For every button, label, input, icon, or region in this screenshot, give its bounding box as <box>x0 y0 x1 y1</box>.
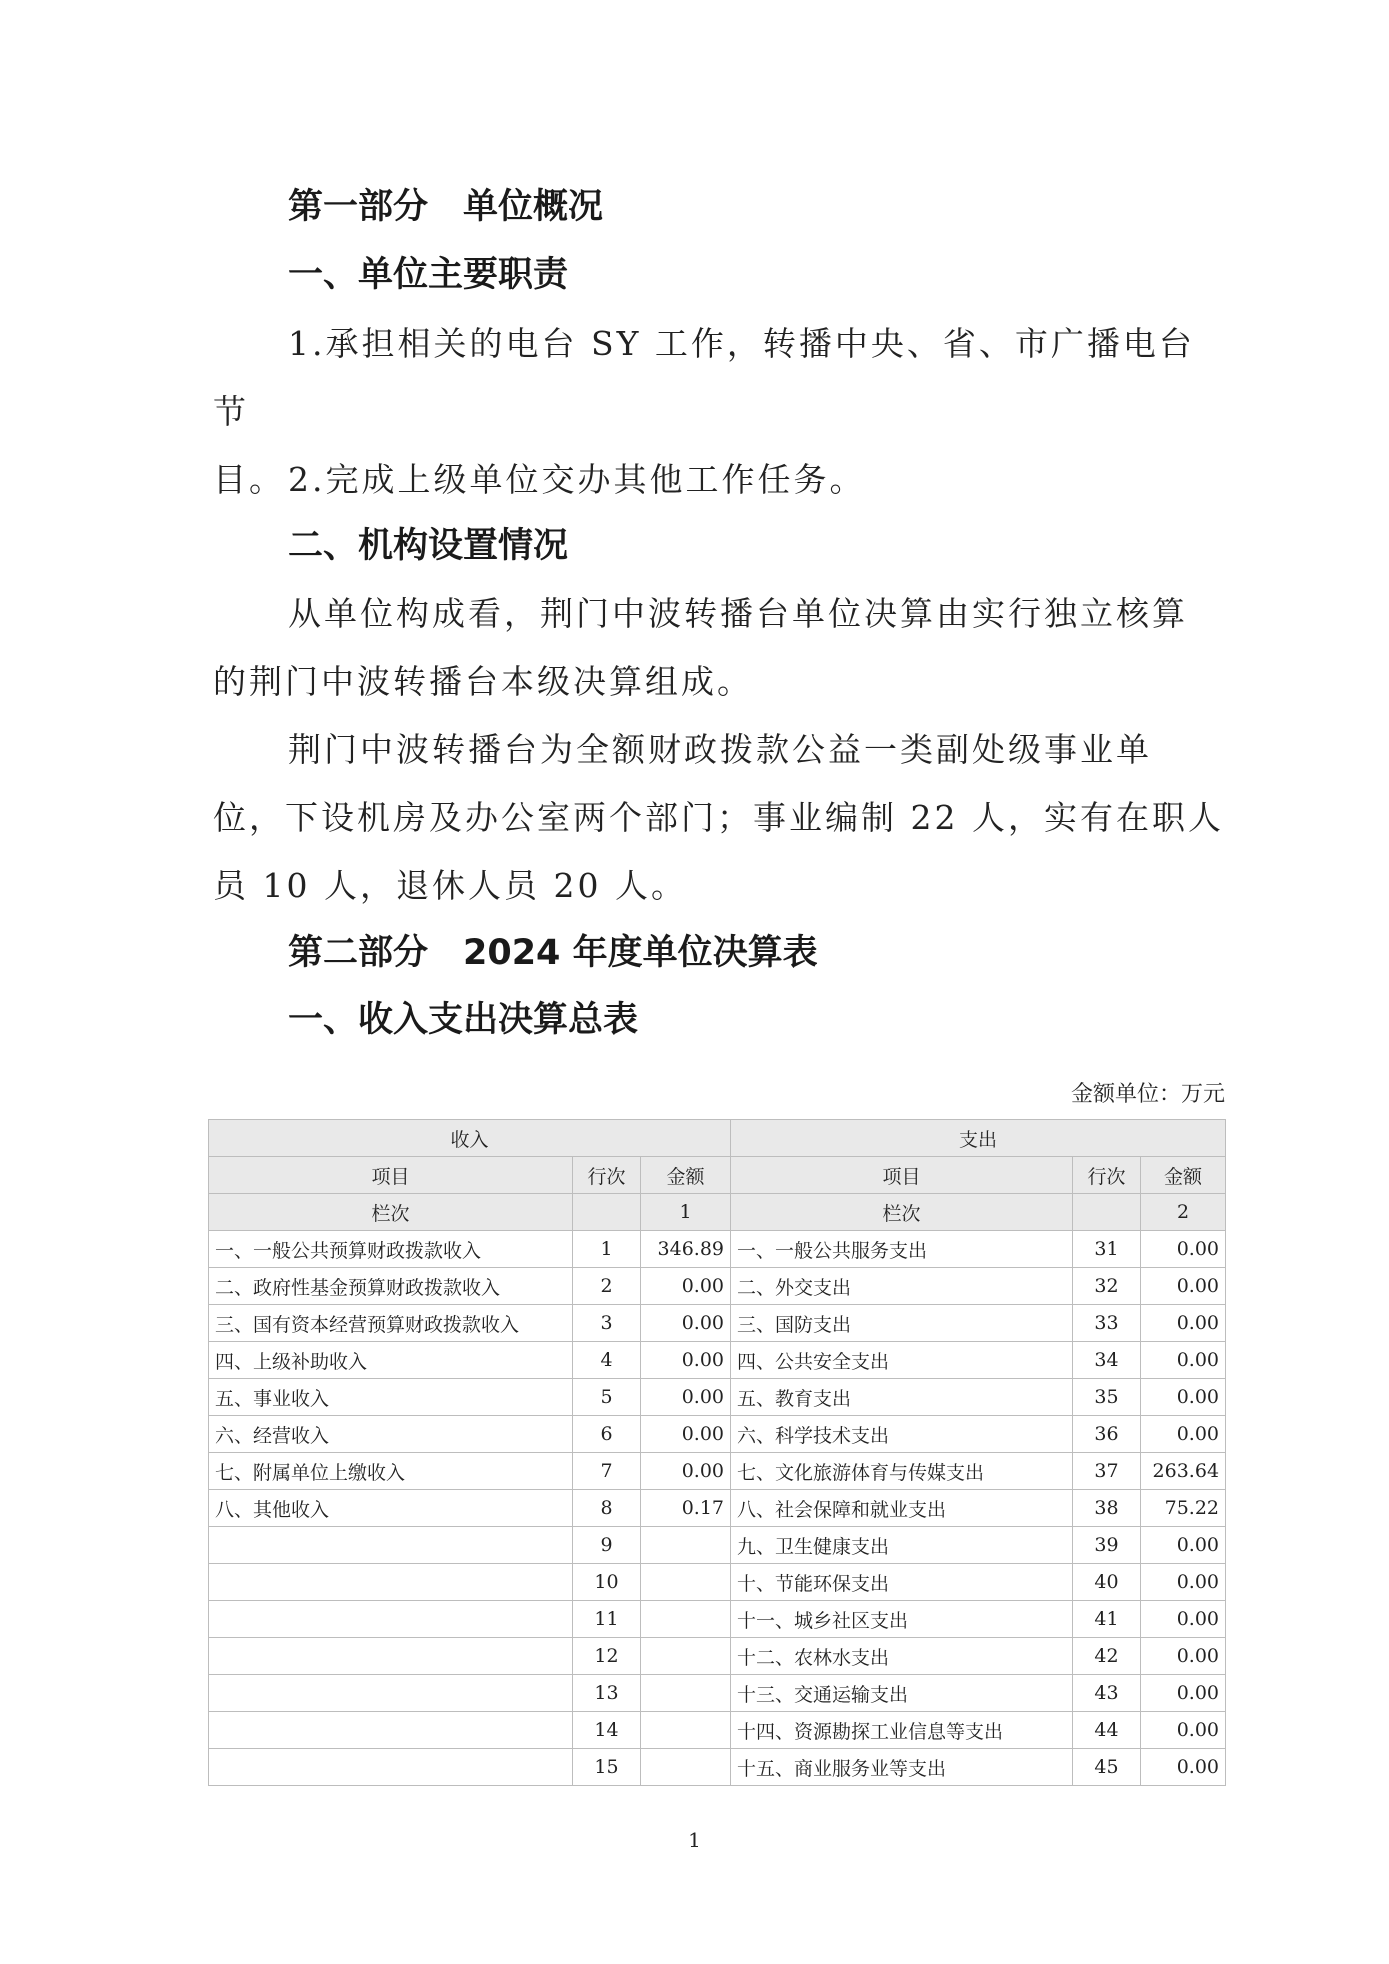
duty-1-line-2: 目。 <box>213 460 285 499</box>
org-1-line-2: 的荆门中波转播台本级决算组成。 <box>213 662 753 701</box>
expense-row-number-cell: 32 <box>1073 1268 1141 1305</box>
expense-amount-cell: 0.00 <box>1141 1601 1226 1638</box>
expense-amount-cell: 0.00 <box>1141 1675 1226 1712</box>
expense-item-cell: 十二、农林水支出 <box>731 1638 1073 1675</box>
expense-row-number-cell: 44 <box>1073 1712 1141 1749</box>
income-row-number-cell: 13 <box>573 1675 641 1712</box>
part-two-heading: 第二部分 2024 年度单位决算表 <box>288 933 818 973</box>
expense-amount-col: 金额 <box>1141 1157 1226 1194</box>
income-amount-cell <box>641 1564 731 1601</box>
section-org-heading: 二、机构设置情况 <box>288 526 569 566</box>
section-table-heading: 一、收入支出决算总表 <box>288 1000 639 1040</box>
table-row <box>209 1416 1226 1453</box>
income-amount-cell <box>641 1638 731 1675</box>
expense-item-cell: 二、外交支出 <box>731 1268 1073 1305</box>
income-amount-cell <box>641 1601 731 1638</box>
table-row <box>209 1712 1226 1749</box>
page-number: 1 <box>688 1828 701 1852</box>
income-item-cell <box>209 1675 573 1712</box>
expense-item-cell: 四、公共安全支出 <box>731 1342 1073 1379</box>
expense-item-cell: 十一、城乡社区支出 <box>731 1601 1073 1638</box>
income-item-cell <box>209 1638 573 1675</box>
income-lanci-empty <box>573 1194 641 1231</box>
income-amount-cell: 346.89 <box>641 1231 731 1268</box>
expense-row-number-cell: 34 <box>1073 1342 1141 1379</box>
org-1-line-1: 从单位构成看，荆门中波转播台单位决算由实行独立核算 <box>288 594 1188 633</box>
expense-amount-cell: 0.00 <box>1141 1564 1226 1601</box>
expense-amount-cell: 0.00 <box>1141 1712 1226 1749</box>
table-body <box>209 1120 1226 1786</box>
expense-item-cell: 十、节能环保支出 <box>731 1564 1073 1601</box>
expense-row-number-cell: 36 <box>1073 1416 1141 1453</box>
table-row <box>209 1527 1226 1564</box>
table-row <box>209 1638 1226 1675</box>
income-row-number-cell: 6 <box>573 1416 641 1453</box>
income-amount-cell <box>641 1675 731 1712</box>
income-item-cell: 四、上级补助收入 <box>209 1342 573 1379</box>
income-amount-cell: 0.00 <box>641 1268 731 1305</box>
income-item-cell: 三、国有资本经营预算财政拨款收入 <box>209 1305 573 1342</box>
income-expense-table <box>208 1119 1226 1786</box>
table-row <box>209 1564 1226 1601</box>
expense-item-cell: 六、科学技术支出 <box>731 1416 1073 1453</box>
table-row <box>209 1453 1226 1490</box>
expense-item-cell: 十四、资源勘探工业信息等支出 <box>731 1712 1073 1749</box>
org-paragraph-1 <box>213 580 1228 716</box>
expense-item-cell: 一、一般公共服务支出 <box>731 1231 1073 1268</box>
income-row-number-cell: 3 <box>573 1305 641 1342</box>
income-item-cell <box>209 1564 573 1601</box>
income-row-number-cell: 14 <box>573 1712 641 1749</box>
expense-amount-cell: 0.00 <box>1141 1305 1226 1342</box>
expense-row-col: 行次 <box>1073 1157 1141 1194</box>
org-paragraph-2 <box>213 716 1228 920</box>
income-item-cell <box>209 1601 573 1638</box>
expense-row-number-cell: 38 <box>1073 1490 1141 1527</box>
income-amount-cell: 0.00 <box>641 1342 731 1379</box>
section-duties-heading: 一、单位主要职责 <box>288 255 569 295</box>
income-item-cell: 二、政府性基金预算财政拨款收入 <box>209 1268 573 1305</box>
income-item-cell <box>209 1712 573 1749</box>
expense-row-number-cell: 40 <box>1073 1564 1141 1601</box>
table-row <box>209 1749 1226 1786</box>
income-item-cell: 一、一般公共预算财政拨款收入 <box>209 1231 573 1268</box>
income-row-number-cell: 5 <box>573 1379 641 1416</box>
part-one-heading: 第一部分 单位概况 <box>288 187 604 227</box>
expense-amount-cell: 0.00 <box>1141 1268 1226 1305</box>
table-row <box>209 1342 1226 1379</box>
income-row-number-cell: 7 <box>573 1453 641 1490</box>
table-row <box>209 1490 1226 1527</box>
org-2-line-2: 位，下设机房及办公室两个部门；事业编制 22 人，实有在职人 <box>213 798 1224 837</box>
income-amount-cell: 0.17 <box>641 1490 731 1527</box>
income-amount-col: 金额 <box>641 1157 731 1194</box>
table-column-row <box>209 1157 1226 1194</box>
expense-item-cell: 八、社会保障和就业支出 <box>731 1490 1073 1527</box>
income-item-cell: 八、其他收入 <box>209 1490 573 1527</box>
income-amount-cell: 0.00 <box>641 1453 731 1490</box>
expense-item-cell: 十五、商业服务业等支出 <box>731 1749 1073 1786</box>
expense-amount-cell: 75.22 <box>1141 1490 1226 1527</box>
expense-row-number-cell: 35 <box>1073 1379 1141 1416</box>
expense-row-number-cell: 42 <box>1073 1638 1141 1675</box>
org-2-line-1: 荆门中波转播台为全额财政拨款公益一类副处级事业单 <box>288 730 1152 769</box>
table-header-row <box>209 1120 1226 1157</box>
income-row-col: 行次 <box>573 1157 641 1194</box>
expense-amount-cell: 0.00 <box>1141 1527 1226 1564</box>
expense-amount-cell: 0.00 <box>1141 1416 1226 1453</box>
table-row <box>209 1379 1226 1416</box>
income-item-cell: 七、附属单位上缴收入 <box>209 1453 573 1490</box>
income-amount-cell: 0.00 <box>641 1379 731 1416</box>
income-row-number-cell: 8 <box>573 1490 641 1527</box>
table-row <box>209 1268 1226 1305</box>
income-item-cell: 六、经营收入 <box>209 1416 573 1453</box>
duty-paragraph-2 <box>213 446 1228 514</box>
expense-lanci-number: 2 <box>1141 1194 1226 1231</box>
income-amount-cell: 0.00 <box>641 1305 731 1342</box>
expense-item-cell: 七、文化旅游体育与传媒支出 <box>731 1453 1073 1490</box>
expense-item-col: 项目 <box>731 1157 1073 1194</box>
expense-row-number-cell: 45 <box>1073 1749 1141 1786</box>
income-row-number-cell: 1 <box>573 1231 641 1268</box>
expense-row-number-cell: 31 <box>1073 1231 1141 1268</box>
table-lanci-row <box>209 1194 1226 1231</box>
income-row-number-cell: 9 <box>573 1527 641 1564</box>
income-header: 收入 <box>209 1120 731 1157</box>
income-amount-cell: 0.00 <box>641 1416 731 1453</box>
income-row-number-cell: 2 <box>573 1268 641 1305</box>
income-row-number-cell: 10 <box>573 1564 641 1601</box>
income-item-cell: 五、事业收入 <box>209 1379 573 1416</box>
income-lanci-label: 栏次 <box>209 1194 573 1231</box>
expense-header: 支出 <box>731 1120 1226 1157</box>
income-item-cell <box>209 1527 573 1564</box>
expense-item-cell: 九、卫生健康支出 <box>731 1527 1073 1564</box>
expense-amount-cell: 263.64 <box>1141 1453 1226 1490</box>
income-lanci-number: 1 <box>641 1194 731 1231</box>
expense-row-number-cell: 41 <box>1073 1601 1141 1638</box>
income-amount-cell <box>641 1749 731 1786</box>
expense-amount-cell: 0.00 <box>1141 1749 1226 1786</box>
duty-2-text: 2.完成上级单位交办其他工作任务。 <box>288 460 866 499</box>
expense-row-number-cell: 39 <box>1073 1527 1141 1564</box>
amount-unit-note: 金额单位：万元 <box>1070 1082 1225 1107</box>
table-row <box>209 1305 1226 1342</box>
table-row <box>209 1675 1226 1712</box>
expense-item-cell: 五、教育支出 <box>731 1379 1073 1416</box>
expense-lanci-label: 栏次 <box>731 1194 1073 1231</box>
expense-amount-cell: 0.00 <box>1141 1231 1226 1268</box>
income-row-number-cell: 11 <box>573 1601 641 1638</box>
org-2-line-3: 员 10 人，退休人员 20 人。 <box>213 866 687 905</box>
income-amount-cell <box>641 1712 731 1749</box>
table-row <box>209 1231 1226 1268</box>
expense-amount-cell: 0.00 <box>1141 1638 1226 1675</box>
expense-lanci-empty <box>1073 1194 1141 1231</box>
income-row-number-cell: 15 <box>573 1749 641 1786</box>
expense-row-number-cell: 33 <box>1073 1305 1141 1342</box>
table-row <box>209 1601 1226 1638</box>
income-item-col: 项目 <box>209 1157 573 1194</box>
expense-row-number-cell: 37 <box>1073 1453 1141 1490</box>
expense-amount-cell: 0.00 <box>1141 1342 1226 1379</box>
expense-amount-cell: 0.00 <box>1141 1379 1226 1416</box>
income-row-number-cell: 12 <box>573 1638 641 1675</box>
expense-row-number-cell: 43 <box>1073 1675 1141 1712</box>
income-amount-cell <box>641 1527 731 1564</box>
expense-item-cell: 三、国防支出 <box>731 1305 1073 1342</box>
duty-1-line-1: 1.承担相关的电台 SY 工作，转播中央、省、市广播电台节 <box>213 324 1195 431</box>
income-row-number-cell: 4 <box>573 1342 641 1379</box>
expense-item-cell: 十三、交通运输支出 <box>731 1675 1073 1712</box>
income-item-cell <box>209 1749 573 1786</box>
